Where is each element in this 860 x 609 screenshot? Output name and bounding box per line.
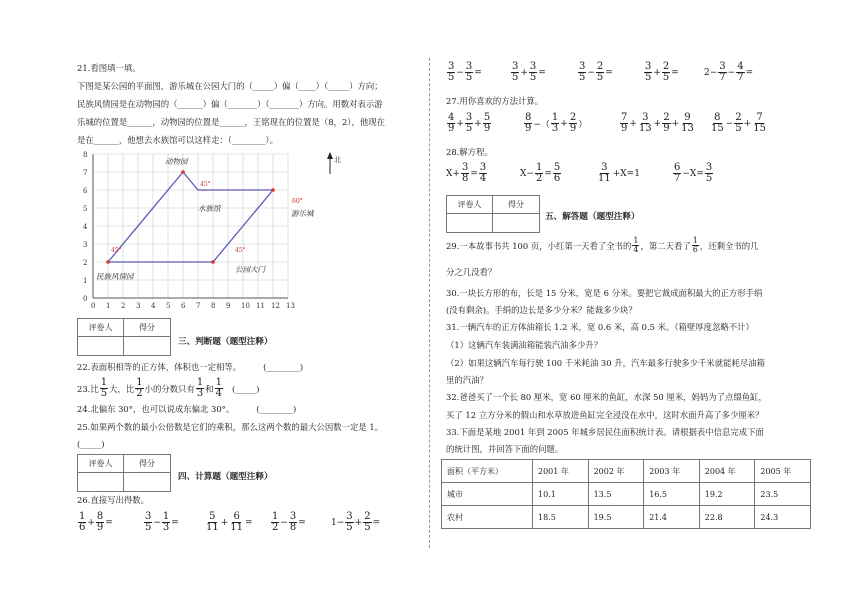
column-divider <box>429 58 430 548</box>
table-header-cell: 2002 年 <box>588 460 644 483</box>
y-tick-label: 1 <box>83 277 88 285</box>
score-cell-reviewer[interactable] <box>447 214 493 232</box>
section5-title: 五、解答题（题型注释） <box>545 212 640 222</box>
q26-expr-7: $\frac{3}{5}$ + $\frac{3}{5}$ = <box>512 61 546 83</box>
score-cell-reviewer[interactable] <box>78 473 124 491</box>
section3-title: 三、判断题（题型注释） <box>178 337 273 347</box>
q21-line2: 民族风情园是在动物园的（______）偏（_______）（_______）方向。用数对表示游 <box>77 99 383 109</box>
q26-expr-1: $\frac{1}{6}$ + $\frac{8}{9}$ = <box>79 511 113 533</box>
table-cell: 23.5 <box>755 483 811 506</box>
table-cell: 19.5 <box>588 506 644 529</box>
q24: 24.北偏东 30°，也可以说成东偏北 30°。 (________) <box>77 404 297 414</box>
q26-expr-4: $\frac{1}{2}$ − $\frac{3}{8}$ = <box>272 511 306 533</box>
park-path <box>108 172 273 262</box>
q27-expr-2: $\frac{8}{9}$ −（ $\frac{1}{3}$ + $\frac{2}{9}$ ） <box>525 112 588 134</box>
table-cell: 19.2 <box>699 483 755 506</box>
angle-ethnic: 45° <box>111 247 122 254</box>
x-tick-label: 5 <box>166 302 171 310</box>
x-tick-label: 11 <box>256 302 265 310</box>
q28-eq-3: $\frac{3}{11}$ +X=1 <box>598 162 640 184</box>
q31-a: 31.一辆汽车的正方体油箱长 1.2 米，宽 0.6 米，高 0.5 米。（箱壁厚度忽略不计） <box>446 322 754 332</box>
score-box-sec5 <box>446 195 540 233</box>
q30-b: (没有剩余)。手绢的边长是多少分米？能裁多少块？ <box>446 305 637 315</box>
q26-expr-9: $\frac{3}{5}$ + $\frac{2}{5}$ = <box>645 61 679 83</box>
label-zoo: 动物园 <box>165 157 188 166</box>
north-arrow-icon <box>327 152 341 174</box>
x-tick-label: 4 <box>151 302 156 310</box>
q32-a: 32.爸爸买了一个长 80 厘米，宽 60 厘米的鱼缸，水深 50 厘米，妈妈为了点缀鱼缸， <box>446 392 767 402</box>
label-aquarium: 水族馆 <box>198 204 221 213</box>
table-cell: 24.3 <box>755 506 811 529</box>
table-cell: 21.4 <box>644 506 700 529</box>
table-header-cell: 2003 年 <box>644 460 700 483</box>
q32-b: 买了 12 立方分米的假山和水草放进鱼缸完全浸没在水中，这时水面升高了多少厘米？ <box>446 410 764 420</box>
q25-blank: (_____) <box>77 439 105 449</box>
score-cell-reviewer[interactable] <box>78 337 124 355</box>
park-map <box>75 148 345 316</box>
y-tick-label: 5 <box>83 205 88 213</box>
y-tick-label: 4 <box>83 223 88 231</box>
q31-d: 里的汽油？ <box>446 375 488 385</box>
q26-expr-5: 1− $\frac{3}{5}$ + $\frac{2}{5}$ = <box>331 511 381 533</box>
x-tick-label: 6 <box>181 302 186 310</box>
y-tick-label: 8 <box>83 151 88 159</box>
q33-b: 的统计图，并回答下面的问题。 <box>446 444 564 454</box>
q25: 25.如果两个数的最小公倍数是它们的乘积，那么这两个数的最大公因数一定是 1。 <box>77 422 384 432</box>
angle-zoo: 45° <box>200 181 211 188</box>
housing-area-table <box>441 459 811 529</box>
q27-expr-3: $\frac{7}{9}$ + $\frac{3}{13}$ + $\frac{2}{9}$ + $\frac{9}{13}$ <box>621 112 694 134</box>
score-label-points: 得分 <box>124 455 170 473</box>
q26-expr-2: $\frac{3}{5}$ − $\frac{1}{3}$ = <box>145 511 179 533</box>
q21-line3: 乐城的位置是______，动物园的位置是______，王铭现在的位置是（8，2），他现在 <box>77 117 385 127</box>
x-tick-label: 3 <box>136 302 141 310</box>
score-box-sec3 <box>77 318 171 356</box>
q26-expr-8: $\frac{3}{5}$ − $\frac{2}{5}$ = <box>579 61 613 83</box>
score-label-points: 得分 <box>124 319 170 337</box>
q22: 22.表面积相等的正方体，体积也一定相等。 (________) <box>77 362 304 372</box>
q27-expr-4: $\frac{8}{15}$ − $\frac{2}{5}$ + $\frac{7}{15}$ <box>711 112 766 134</box>
north-label: 北 <box>334 156 341 164</box>
score-cell-points[interactable] <box>124 473 170 491</box>
section4-title: 四、计算题（题型注释） <box>178 472 273 482</box>
q21-line4: 是在______，他想去水族馆可以这样走：（________）。 <box>77 135 278 145</box>
q27: 27.用你喜欢的方法计算。 <box>446 96 544 106</box>
x-tick-label: 9 <box>226 302 231 310</box>
table-cell: 22.8 <box>699 506 755 529</box>
x-tick-label: 2 <box>121 302 126 310</box>
score-box-sec4 <box>77 454 171 492</box>
q28-eq-4: $\frac{6}{7}$ −X= $\frac{3}{5}$ <box>674 162 713 184</box>
table-cell: 10.1 <box>533 483 589 506</box>
q28-eq-1: X+ $\frac{3}{8}$ = $\frac{3}{4}$ <box>446 162 487 184</box>
score-cell-points[interactable] <box>124 337 170 355</box>
x-tick-label: 13 <box>286 302 295 310</box>
q28-eq-2: X− $\frac{1}{2}$ = $\frac{5}{6}$ <box>520 162 561 184</box>
table-cell: 18.5 <box>533 506 589 529</box>
y-tick-label: 2 <box>83 259 88 267</box>
table-cell: 16.5 <box>644 483 700 506</box>
q21-title: 21.看图填一填。 <box>77 63 141 73</box>
y-tick-label: 6 <box>83 187 88 195</box>
score-label-reviewer: 评卷人 <box>78 319 124 337</box>
x-tick-label: 7 <box>196 302 201 310</box>
q31-b: （1）这辆汽车装满油箱能装汽油多少升？ <box>446 340 603 350</box>
q26-expr-6: $\frac{3}{5}$ − $\frac{3}{5}$ = <box>448 61 482 83</box>
x-tick-label: 1 <box>106 302 111 310</box>
table-row <box>442 506 811 529</box>
q21-line1: 下图是某公园的平面图，游乐城在公园大门的（_____）偏（____）（_____）方向； <box>77 81 383 91</box>
x-tick-label: 0 <box>91 302 96 310</box>
q26: 26.直接写出得数。 <box>77 495 149 505</box>
q28: 28.解方程。 <box>446 147 493 157</box>
table-cell: 13.5 <box>588 483 644 506</box>
q29: 29.一本故事书共 100 页，小红第一天看了全书的 $\frac{1}{4}$ ，第二天看了 $\frac{1}{6}$ ，还剩全书的几 <box>446 236 759 254</box>
q26-expr-3: $\frac{5}{11}$ + $\frac{6}{11}$ = <box>206 511 253 533</box>
score-label-points: 得分 <box>493 196 539 214</box>
q33-a: 33.下面是某地 2001 年到 2005 年城乡居民住面积统计表。请根据表中信息完成下面 <box>446 427 764 437</box>
table-header-row <box>442 460 811 483</box>
label-amusement: 游乐城 <box>291 209 314 218</box>
map-points <box>106 170 275 264</box>
y-tick-label: 0 <box>83 295 88 303</box>
score-label-reviewer: 评卷人 <box>78 455 124 473</box>
score-label-reviewer: 评卷人 <box>447 196 493 214</box>
q29-cont: 分之几没看？ <box>446 267 497 277</box>
x-tick-label: 12 <box>271 302 280 310</box>
score-cell-points[interactable] <box>493 214 539 232</box>
table-header-cell: 2001 年 <box>533 460 589 483</box>
q27-expr-1: $\frac{4}{9}$ + $\frac{3}{5}$ + $\frac{5}{9}$ <box>448 112 491 134</box>
table-row <box>442 483 811 506</box>
table-cell: 城市 <box>442 483 533 506</box>
label-ethnic: 民族风情园 <box>96 272 134 281</box>
x-tick-label: 10 <box>241 302 250 310</box>
table-header-cell: 2005 年 <box>755 460 811 483</box>
y-tick-label: 3 <box>83 241 88 249</box>
angle-amusement: 60° <box>292 198 303 205</box>
q26-expr-10: 2− $\frac{3}{7}$ − $\frac{4}{7}$ = <box>704 61 754 83</box>
angle-gate: 45° <box>235 247 246 254</box>
q31-c: （2）如果这辆汽车每行驶 100 千米耗油 30 升，汽车最多行驶多少千米就能耗尽油箱 <box>446 358 765 368</box>
y-tick-label: 7 <box>83 169 88 177</box>
q30-a: 30.一块长方形的布，长是 15 分米，宽是 6 分米。要把它裁成面积最大的正方形手绢 <box>446 288 763 298</box>
table-header-cell: 面积（平方米） <box>442 460 533 483</box>
x-tick-label: 8 <box>211 302 216 310</box>
table-header-cell: 2004 年 <box>699 460 755 483</box>
label-gate: 公园大门 <box>235 265 265 274</box>
q23: 23.比 $\frac{1}{5}$ 大，比 $\frac{1}{2}$ 小的分数只有 $\frac{1}{3}$ 和 $\frac{1}{4}$ (_____) <box>77 377 260 399</box>
table-cell: 农村 <box>442 506 533 529</box>
